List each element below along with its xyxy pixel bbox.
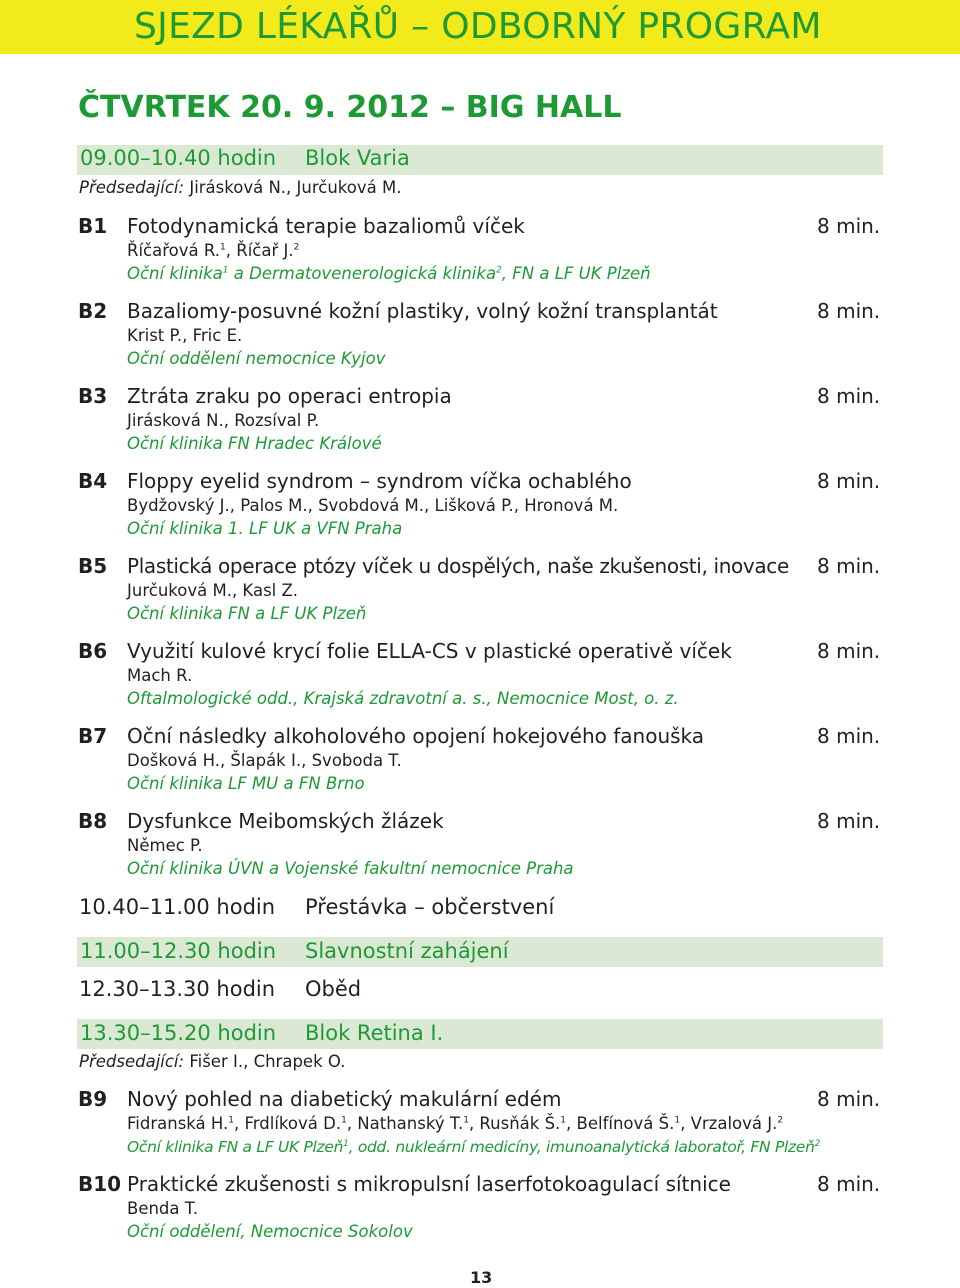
chair-label: Předsedající: — [79, 178, 185, 197]
header-banner — [0, 0, 960, 54]
talk-authors: Došková H., Šlapák I., Svoboda T. — [127, 751, 402, 770]
talk-code: B4 — [78, 469, 108, 493]
block-varia-chairs — [79, 178, 401, 197]
talk-authors: Říčařová R.$^1$, Říčař J.$^2$ — [127, 241, 300, 260]
talk-code: B10 — [78, 1172, 122, 1196]
talk-authors: Jurčuková M., Kasl Z. — [127, 581, 299, 600]
talk-duration: 8 min. — [817, 384, 881, 408]
talk-duration: 8 min. — [817, 809, 881, 833]
block-retina-chairs — [79, 1052, 345, 1071]
talk-code: B5 — [78, 554, 108, 578]
talk-duration: 8 min. — [817, 639, 881, 663]
talk-affiliation: Oční klinika FN a LF UK Plzeň$^1$, odd. nukleární medicíny, imunoanalytická laboratoř, FN Plzeň$^2$ — [127, 1138, 821, 1156]
talk-title: Floppy eyelid syndrom – syndrom víčka ochablého — [127, 469, 632, 493]
talk-authors: Benda T. — [127, 1199, 199, 1218]
opening-name: Slavnostní zahájení — [305, 939, 509, 963]
day-heading: ČTVRTEK 20. 9. 2012 – BIG HALL — [78, 90, 622, 125]
talk-authors: Němec P. — [127, 836, 203, 855]
talk-code: B7 — [78, 724, 108, 748]
talk-duration: 8 min. — [817, 724, 881, 748]
talk-code: B3 — [78, 384, 108, 408]
page-number: 13 — [470, 1268, 493, 1287]
talk-code: B6 — [78, 639, 108, 663]
block-varia-name: Blok Varia — [305, 146, 410, 170]
block-varia-time: 09.00–10.40 hodin — [80, 146, 277, 170]
talk-authors: Krist P., Fric E. — [127, 326, 243, 345]
talk-affiliation: Oční klinika FN a LF UK Plzeň — [127, 604, 367, 623]
program-title: SJEZD LÉKAŘŮ – ODBORNÝ PROGRAM — [134, 6, 822, 47]
talk-affiliation: Oční klinika$^1$ a Dermatovenerologická klinika$^2$, FN a LF UK Plzeň — [127, 264, 651, 283]
chair-names: Fišer I., Chrapek O. — [184, 1052, 346, 1071]
chair-names: Jirásková N., Jurčuková M. — [184, 178, 402, 197]
talk-authors: Bydžovský J., Palos M., Svobdová M., Lišková P., Hronová M. — [127, 496, 619, 515]
talk-duration: 8 min. — [817, 299, 881, 323]
talk-duration: 8 min. — [817, 214, 881, 238]
talk-title: Ztráta zraku po operaci entropia — [127, 384, 452, 408]
talk-authors: Fidranská H.$^1$, Frdlíková D.$^1$, Nathanský T.$^1$, Rusňák Š.$^1$, Belfínová Š.$^1$, Vrzalová J.$^2$ — [127, 1114, 784, 1133]
talk-affiliation: Oftalmologické odd., Krajská zdravotní a. s., Nemocnice Most, o. z. — [127, 689, 679, 708]
talk-affiliation: Oční klinika LF MU a FN Brno — [127, 774, 365, 793]
talk-title: Praktické zkušenosti s mikropulsní laserfotokoagulací sítnice — [127, 1172, 731, 1196]
break-name: Přestávka – občerstvení — [305, 895, 555, 919]
talk-code: B8 — [78, 809, 108, 833]
talk-authors: Jirásková N., Rozsíval P. — [127, 411, 320, 430]
talk-code: B1 — [78, 214, 108, 238]
talk-title: Využití kulové krycí folie ELLA-CS v plastické operativě víček — [127, 639, 732, 663]
talk-title: Oční následky alkoholového opojení hokejového fanouška — [127, 724, 705, 748]
talk-title: Plastická operace ptózy víček u dospělých, naše zkušenosti, inovace — [127, 554, 789, 578]
talk-affiliation: Oční klinika FN Hradec Králové — [127, 434, 382, 453]
lunch-time: 12.30–13.30 hodin — [79, 977, 276, 1001]
lunch-name: Oběd — [305, 977, 362, 1001]
talk-affiliation: Oční klinika 1. LF UK a VFN Praha — [127, 519, 403, 538]
talk-authors: Mach R. — [127, 666, 193, 685]
talk-affiliation: Oční oddělení nemocnice Kyjov — [127, 349, 386, 368]
talk-duration: 8 min. — [817, 554, 881, 578]
talk-duration: 8 min. — [817, 1172, 881, 1196]
break-time: 10.40–11.00 hodin — [79, 895, 276, 919]
talk-title: Nový pohled na diabetický makulární edém — [127, 1087, 562, 1111]
talk-title: Fotodynamická terapie bazaliomů víček — [127, 214, 525, 238]
talk-duration: 8 min. — [817, 469, 881, 493]
chair-label: Předsedající: — [79, 1052, 185, 1071]
talk-title: Bazaliomy-posuvné kožní plastiky, volný kožní transplantát — [127, 299, 718, 323]
talk-duration: 8 min. — [817, 1087, 881, 1111]
block-retina-name: Blok Retina I. — [305, 1021, 444, 1045]
block-retina-time: 13.30–15.20 hodin — [80, 1021, 277, 1045]
talk-affiliation: Oční oddělení, Nemocnice Sokolov — [127, 1222, 413, 1241]
opening-time: 11.00–12.30 hodin — [80, 939, 277, 963]
talk-affiliation: Oční klinika ÚVN a Vojenské fakultní nemocnice Praha — [127, 859, 574, 878]
talk-title: Dysfunkce Meibomských žlázek — [127, 809, 444, 833]
talk-code: B2 — [78, 299, 108, 323]
talk-code: B9 — [78, 1087, 108, 1111]
